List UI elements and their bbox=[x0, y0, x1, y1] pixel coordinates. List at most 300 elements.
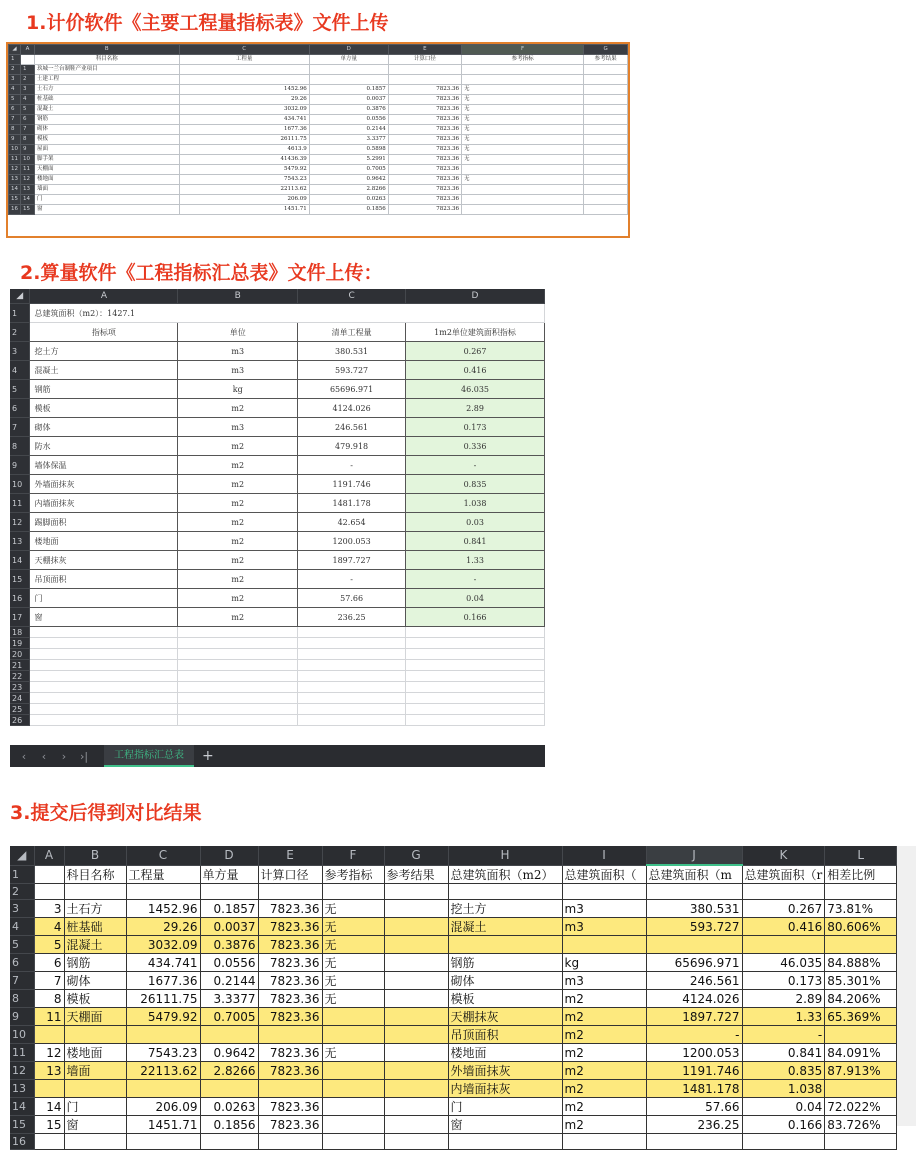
item-cell[interactable]: 混凝土 bbox=[30, 361, 178, 380]
empty-cell[interactable] bbox=[406, 715, 545, 726]
column-header-j[interactable]: J bbox=[646, 846, 742, 865]
cell-a[interactable]: 9 bbox=[21, 145, 35, 155]
header-cell[interactable]: 总建筑面积（r bbox=[742, 865, 825, 884]
item-cell[interactable]: 挖土方 bbox=[30, 342, 178, 361]
row-number[interactable]: 12 bbox=[10, 513, 30, 532]
index-cell[interactable]: 0.267 bbox=[406, 342, 545, 361]
cell-b[interactable]: 砌体 bbox=[34, 125, 179, 135]
cell-g[interactable] bbox=[384, 884, 448, 900]
cell-b[interactable]: 楼地面 bbox=[34, 175, 179, 185]
cell-f[interactable]: 无 bbox=[322, 954, 384, 972]
cell-e[interactable]: 7823.36 bbox=[258, 936, 322, 954]
cell-e[interactable]: 7823.36 bbox=[388, 95, 461, 105]
cell-g[interactable] bbox=[384, 936, 448, 954]
cell-h[interactable]: 模板 bbox=[448, 990, 562, 1008]
cell-e[interactable] bbox=[258, 1134, 322, 1150]
empty-cell[interactable] bbox=[178, 682, 298, 693]
header-cell[interactable]: 参考结果 bbox=[384, 865, 448, 884]
row-number[interactable]: 11 bbox=[9, 155, 21, 165]
item-cell[interactable]: 外墙面抹灰 bbox=[30, 475, 178, 494]
cell-c[interactable]: 1677.36 bbox=[126, 972, 200, 990]
item-cell[interactable]: 墙体保温 bbox=[30, 456, 178, 475]
cell-c[interactable]: 22113.62 bbox=[179, 185, 309, 195]
cell-e[interactable]: 7823.36 bbox=[388, 195, 461, 205]
cell-h[interactable] bbox=[448, 1134, 562, 1150]
cell-d[interactable]: 0.3876 bbox=[200, 936, 258, 954]
cell-d[interactable]: 0.1857 bbox=[200, 900, 258, 918]
cell-a[interactable]: 8 bbox=[34, 990, 64, 1008]
cell-c[interactable]: 26111.75 bbox=[126, 990, 200, 1008]
cell-j[interactable]: 1191.746 bbox=[646, 1062, 742, 1080]
cell-g[interactable] bbox=[584, 185, 628, 195]
cell-g[interactable] bbox=[384, 972, 448, 990]
select-all-corner[interactable]: ◢ bbox=[10, 289, 30, 304]
row-number[interactable]: 14 bbox=[10, 551, 30, 570]
unit-cell[interactable]: m2 bbox=[178, 475, 298, 494]
column-header-e[interactable]: E bbox=[388, 45, 461, 55]
cell-e[interactable]: 7823.36 bbox=[388, 185, 461, 195]
cell-e[interactable]: 7823.36 bbox=[258, 900, 322, 918]
cell-h[interactable] bbox=[448, 936, 562, 954]
cell-l[interactable]: 72.022% bbox=[825, 1098, 897, 1116]
row-number[interactable]: 9 bbox=[10, 1008, 34, 1026]
cell-d[interactable] bbox=[309, 75, 388, 85]
column-header-g[interactable]: G bbox=[584, 45, 628, 55]
empty-cell[interactable] bbox=[298, 627, 406, 638]
prev-sheet-icon[interactable]: ‹ bbox=[41, 749, 47, 763]
cell-f[interactable] bbox=[322, 1008, 384, 1026]
index-cell[interactable]: 0.166 bbox=[406, 608, 545, 627]
cell-d[interactable]: 0.0556 bbox=[309, 115, 388, 125]
column-header-g[interactable]: G bbox=[384, 846, 448, 865]
header-cell[interactable]: 工程量 bbox=[126, 865, 200, 884]
cell-d[interactable]: 0.0263 bbox=[309, 195, 388, 205]
column-header-a[interactable]: A bbox=[34, 846, 64, 865]
cell-j[interactable]: 1897.727 bbox=[646, 1008, 742, 1026]
cell-b[interactable]: 门 bbox=[34, 195, 179, 205]
empty-cell[interactable] bbox=[178, 715, 298, 726]
cell-e[interactable] bbox=[388, 75, 461, 85]
cell-g[interactable] bbox=[584, 205, 628, 215]
unit-cell[interactable]: m2 bbox=[178, 456, 298, 475]
empty-cell[interactable] bbox=[406, 627, 545, 638]
empty-cell[interactable] bbox=[406, 671, 545, 682]
cell-k[interactable]: 1.038 bbox=[742, 1080, 825, 1098]
row-number[interactable]: 10 bbox=[10, 1026, 34, 1044]
row-number[interactable]: 11 bbox=[10, 1044, 34, 1062]
cell-g[interactable] bbox=[584, 135, 628, 145]
index-cell[interactable]: 0.04 bbox=[406, 589, 545, 608]
cell-j[interactable]: 593.727 bbox=[646, 918, 742, 936]
cell-h[interactable]: 挖土方 bbox=[448, 900, 562, 918]
cell-i[interactable]: kg bbox=[562, 954, 646, 972]
cell-f[interactable] bbox=[322, 1080, 384, 1098]
column-header-k[interactable]: K bbox=[742, 846, 825, 865]
cell-b[interactable]: 玖城一兰台制鞋产业项目 bbox=[34, 65, 179, 75]
cell-c[interactable]: 1452.96 bbox=[126, 900, 200, 918]
column-header-c[interactable]: C bbox=[298, 289, 406, 304]
cell-b[interactable]: 桩基础 bbox=[34, 95, 179, 105]
header-cell[interactable]: 总建筑面积（m2） bbox=[448, 865, 562, 884]
unit-cell[interactable]: kg bbox=[178, 380, 298, 399]
row-number[interactable]: 12 bbox=[10, 1062, 34, 1080]
cell-b[interactable]: 科目名称 bbox=[34, 55, 179, 65]
item-cell[interactable]: 楼地面 bbox=[30, 532, 178, 551]
cell-e[interactable] bbox=[258, 1080, 322, 1098]
cell-j[interactable] bbox=[646, 936, 742, 954]
comparison-result-sheet[interactable] bbox=[10, 846, 916, 1148]
item-cell[interactable]: 砌体 bbox=[30, 418, 178, 437]
cell-f[interactable] bbox=[322, 1062, 384, 1080]
cell-g[interactable] bbox=[584, 65, 628, 75]
cell-c[interactable]: 1677.36 bbox=[179, 125, 309, 135]
cell-e[interactable]: 7823.36 bbox=[258, 918, 322, 936]
cell-l[interactable] bbox=[825, 1080, 897, 1098]
unit-cell[interactable]: m2 bbox=[178, 551, 298, 570]
cell-b[interactable]: 混凝土 bbox=[34, 105, 179, 115]
cell-j[interactable]: 4124.026 bbox=[646, 990, 742, 1008]
column-header-i[interactable]: I bbox=[562, 846, 646, 865]
first-sheet-icon[interactable]: ‹ bbox=[21, 749, 27, 763]
empty-cell[interactable] bbox=[178, 671, 298, 682]
empty-cell[interactable] bbox=[178, 693, 298, 704]
index-cell[interactable]: 0.336 bbox=[406, 437, 545, 456]
cell-f[interactable]: 无 bbox=[461, 155, 583, 165]
header-cell[interactable]: 科目名称 bbox=[64, 865, 126, 884]
cell-e[interactable]: 7823.36 bbox=[388, 165, 461, 175]
cell-j[interactable] bbox=[646, 884, 742, 900]
cell-a[interactable]: 7 bbox=[21, 125, 35, 135]
row-number[interactable]: 13 bbox=[9, 175, 21, 185]
cell-l[interactable] bbox=[825, 1134, 897, 1150]
cell-l[interactable] bbox=[825, 936, 897, 954]
cell-g[interactable] bbox=[384, 1116, 448, 1134]
cell-h[interactable]: 天棚抹灰 bbox=[448, 1008, 562, 1026]
cell-j[interactable]: 236.25 bbox=[646, 1116, 742, 1134]
cell-a[interactable] bbox=[34, 1134, 64, 1150]
cell-i[interactable] bbox=[562, 936, 646, 954]
cell-e[interactable]: 7823.36 bbox=[258, 1008, 322, 1026]
cell-d[interactable]: 单方量 bbox=[309, 55, 388, 65]
cell-d[interactable]: 3.3377 bbox=[309, 135, 388, 145]
cell-a[interactable] bbox=[34, 1080, 64, 1098]
cell-b[interactable]: 墙面 bbox=[34, 185, 179, 195]
empty-cell[interactable] bbox=[406, 693, 545, 704]
row-number[interactable]: 21 bbox=[10, 660, 30, 671]
empty-cell[interactable] bbox=[30, 627, 178, 638]
cell-c[interactable] bbox=[126, 1134, 200, 1150]
index-cell[interactable]: 1.33 bbox=[406, 551, 545, 570]
cell-b[interactable]: 砌体 bbox=[64, 972, 126, 990]
unit-cell[interactable]: m3 bbox=[178, 361, 298, 380]
cell-j[interactable]: 380.531 bbox=[646, 900, 742, 918]
cell-g[interactable] bbox=[384, 954, 448, 972]
cell-b[interactable]: 窗 bbox=[34, 205, 179, 215]
cell-c[interactable]: 26111.75 bbox=[179, 135, 309, 145]
cell-j[interactable]: - bbox=[646, 1026, 742, 1044]
cell-k[interactable]: 0.04 bbox=[742, 1098, 825, 1116]
cell-h[interactable]: 楼地面 bbox=[448, 1044, 562, 1062]
cell-e[interactable] bbox=[258, 884, 322, 900]
row-number[interactable]: 2 bbox=[10, 884, 34, 900]
cell-a[interactable]: 14 bbox=[21, 195, 35, 205]
cell-g[interactable] bbox=[384, 990, 448, 1008]
row-number[interactable]: 15 bbox=[10, 1116, 34, 1134]
cell-d[interactable]: 3.3377 bbox=[200, 990, 258, 1008]
cell-g[interactable] bbox=[584, 145, 628, 155]
item-cell[interactable]: 吊顶面积 bbox=[30, 570, 178, 589]
cell-a[interactable]: 12 bbox=[34, 1044, 64, 1062]
cell-d[interactable]: 0.7005 bbox=[200, 1008, 258, 1026]
unit-cell[interactable]: m3 bbox=[178, 418, 298, 437]
quantity-cell[interactable]: 1481.178 bbox=[298, 494, 406, 513]
cell-i[interactable] bbox=[562, 1134, 646, 1150]
empty-cell[interactable] bbox=[30, 660, 178, 671]
row-number[interactable]: 13 bbox=[10, 532, 30, 551]
cell-c[interactable]: 41436.39 bbox=[179, 155, 309, 165]
unit-cell[interactable]: m2 bbox=[178, 437, 298, 456]
cell-l[interactable]: 73.81% bbox=[825, 900, 897, 918]
cell-a[interactable] bbox=[34, 1026, 64, 1044]
index-cell[interactable]: 0.835 bbox=[406, 475, 545, 494]
cell-i[interactable]: m2 bbox=[562, 1080, 646, 1098]
unit-cell[interactable]: m3 bbox=[178, 342, 298, 361]
index-cell[interactable]: - bbox=[406, 456, 545, 475]
cell-c[interactable]: 工程量 bbox=[179, 55, 309, 65]
cell-f[interactable]: 无 bbox=[461, 145, 583, 155]
column-header-a[interactable]: A bbox=[30, 289, 178, 304]
cell-h[interactable]: 外墙面抹灰 bbox=[448, 1062, 562, 1080]
cell-f[interactable]: 无 bbox=[322, 1044, 384, 1062]
cell-k[interactable]: 0.841 bbox=[742, 1044, 825, 1062]
cell-b[interactable]: 天棚面 bbox=[34, 165, 179, 175]
cell-g[interactable] bbox=[384, 1026, 448, 1044]
item-cell[interactable]: 防水 bbox=[30, 437, 178, 456]
cell-d[interactable]: 2.8266 bbox=[200, 1062, 258, 1080]
item-cell[interactable]: 窗 bbox=[30, 608, 178, 627]
quantity-cell[interactable]: 42.654 bbox=[298, 513, 406, 532]
column-header-h[interactable]: H bbox=[448, 846, 562, 865]
cell-b[interactable]: 钢筋 bbox=[34, 115, 179, 125]
cell-b[interactable]: 天棚面 bbox=[64, 1008, 126, 1026]
quantity-cell[interactable]: 593.727 bbox=[298, 361, 406, 380]
cell-g[interactable] bbox=[584, 175, 628, 185]
empty-cell[interactable] bbox=[178, 627, 298, 638]
row-number[interactable]: 1 bbox=[10, 304, 30, 323]
row-number[interactable]: 14 bbox=[10, 1098, 34, 1116]
cell-a[interactable]: 6 bbox=[34, 954, 64, 972]
cell-d[interactable]: 0.3876 bbox=[309, 105, 388, 115]
cell-d[interactable]: 0.0556 bbox=[200, 954, 258, 972]
item-cell[interactable]: 踢脚面积 bbox=[30, 513, 178, 532]
cell-c[interactable]: 3032.09 bbox=[179, 105, 309, 115]
cell-f[interactable]: 无 bbox=[322, 900, 384, 918]
row-number[interactable]: 6 bbox=[10, 954, 34, 972]
cell-l[interactable]: 84.206% bbox=[825, 990, 897, 1008]
cell-l[interactable]: 87.913% bbox=[825, 1062, 897, 1080]
cell-c[interactable]: 3032.09 bbox=[126, 936, 200, 954]
cell-a[interactable]: 2 bbox=[21, 75, 35, 85]
item-cell[interactable]: 门 bbox=[30, 589, 178, 608]
select-all-corner[interactable]: ◢ bbox=[9, 45, 21, 55]
cell-e[interactable] bbox=[388, 65, 461, 75]
select-all-corner[interactable]: ◢ bbox=[10, 846, 34, 865]
total-area-cell[interactable]: 总建筑面积（m2）：1427.1 bbox=[30, 304, 545, 323]
item-cell[interactable]: 内墙面抹灰 bbox=[30, 494, 178, 513]
cell-k[interactable]: 0.835 bbox=[742, 1062, 825, 1080]
empty-cell[interactable] bbox=[406, 704, 545, 715]
cell-j[interactable]: 246.561 bbox=[646, 972, 742, 990]
cell-k[interactable]: 0.267 bbox=[742, 900, 825, 918]
empty-cell[interactable] bbox=[298, 693, 406, 704]
row-number[interactable]: 26 bbox=[10, 715, 30, 726]
cell-d[interactable]: 2.8266 bbox=[309, 185, 388, 195]
cell-g[interactable] bbox=[584, 155, 628, 165]
cell-f[interactable]: 无 bbox=[322, 972, 384, 990]
row-number[interactable]: 19 bbox=[10, 638, 30, 649]
column-header-e[interactable]: E bbox=[258, 846, 322, 865]
row-number[interactable]: 1 bbox=[10, 865, 34, 884]
cell-d[interactable] bbox=[309, 65, 388, 75]
row-number[interactable]: 10 bbox=[10, 475, 30, 494]
cell-k[interactable]: 0.416 bbox=[742, 918, 825, 936]
empty-cell[interactable] bbox=[406, 682, 545, 693]
cell-c[interactable] bbox=[126, 1026, 200, 1044]
quantity-software-sheet[interactable] bbox=[10, 289, 545, 767]
header-cell[interactable]: 指标项 bbox=[30, 323, 178, 342]
cell-h[interactable]: 门 bbox=[448, 1098, 562, 1116]
cell-i[interactable]: m2 bbox=[562, 1026, 646, 1044]
cell-c[interactable] bbox=[179, 75, 309, 85]
cell-d[interactable]: 0.5898 bbox=[309, 145, 388, 155]
column-header-b[interactable]: B bbox=[178, 289, 298, 304]
empty-cell[interactable] bbox=[298, 715, 406, 726]
row-number[interactable]: 3 bbox=[9, 75, 21, 85]
cell-l[interactable]: 80.606% bbox=[825, 918, 897, 936]
cell-g[interactable] bbox=[384, 1080, 448, 1098]
cell-a[interactable]: 13 bbox=[34, 1062, 64, 1080]
cell-l[interactable]: 84.888% bbox=[825, 954, 897, 972]
cell-a[interactable]: 1 bbox=[21, 65, 35, 75]
empty-cell[interactable] bbox=[30, 682, 178, 693]
cell-g[interactable]: 参考结果 bbox=[584, 55, 628, 65]
cell-j[interactable]: 1200.053 bbox=[646, 1044, 742, 1062]
cell-c[interactable] bbox=[126, 884, 200, 900]
pricing-software-sheet[interactable] bbox=[6, 42, 630, 238]
cell-f[interactable]: 无 bbox=[322, 918, 384, 936]
cell-e[interactable]: 7823.36 bbox=[388, 175, 461, 185]
row-number[interactable]: 4 bbox=[10, 361, 30, 380]
index-cell[interactable]: 2.89 bbox=[406, 399, 545, 418]
cell-a[interactable]: 8 bbox=[21, 135, 35, 145]
row-number[interactable]: 3 bbox=[10, 900, 34, 918]
cell-c[interactable]: 206.09 bbox=[179, 195, 309, 205]
row-number[interactable]: 2 bbox=[9, 65, 21, 75]
row-number[interactable]: 25 bbox=[10, 704, 30, 715]
unit-cell[interactable]: m2 bbox=[178, 399, 298, 418]
column-header-d[interactable]: D bbox=[406, 289, 545, 304]
next-sheet-icon[interactable]: › bbox=[61, 749, 67, 763]
cell-f[interactable] bbox=[461, 75, 583, 85]
index-cell[interactable]: 0.416 bbox=[406, 361, 545, 380]
header-cell[interactable]: 计算口径 bbox=[258, 865, 322, 884]
header-cell[interactable]: 相差比例 bbox=[825, 865, 897, 884]
empty-cell[interactable] bbox=[30, 715, 178, 726]
cell-f[interactable] bbox=[322, 884, 384, 900]
cell-g[interactable] bbox=[584, 105, 628, 115]
cell-f[interactable] bbox=[322, 1116, 384, 1134]
cell-a[interactable]: 11 bbox=[34, 1008, 64, 1026]
cell-b[interactable] bbox=[64, 1134, 126, 1150]
cell-e[interactable]: 7823.36 bbox=[258, 972, 322, 990]
row-number[interactable]: 4 bbox=[10, 918, 34, 936]
cell-l[interactable]: 83.726% bbox=[825, 1116, 897, 1134]
cell-g[interactable] bbox=[584, 75, 628, 85]
cell-h[interactable]: 钢筋 bbox=[448, 954, 562, 972]
row-number[interactable]: 5 bbox=[9, 95, 21, 105]
cell-h[interactable]: 窗 bbox=[448, 1116, 562, 1134]
cell-f[interactable] bbox=[461, 205, 583, 215]
column-header-f[interactable]: F bbox=[461, 45, 583, 55]
index-cell[interactable]: - bbox=[406, 570, 545, 589]
row-number[interactable]: 15 bbox=[10, 570, 30, 589]
cell-b[interactable] bbox=[64, 1026, 126, 1044]
cell-g[interactable] bbox=[384, 1134, 448, 1150]
cell-a[interactable] bbox=[21, 55, 35, 65]
quantity-cell[interactable]: 57.66 bbox=[298, 589, 406, 608]
cell-b[interactable]: 脚手架 bbox=[34, 155, 179, 165]
quantity-cell[interactable]: 479.918 bbox=[298, 437, 406, 456]
quantity-cell[interactable]: 1200.053 bbox=[298, 532, 406, 551]
row-number[interactable]: 7 bbox=[10, 972, 34, 990]
cell-d[interactable]: 5.2991 bbox=[309, 155, 388, 165]
row-number[interactable]: 11 bbox=[10, 494, 30, 513]
column-header-b[interactable]: B bbox=[34, 45, 179, 55]
cell-d[interactable]: 0.1856 bbox=[309, 205, 388, 215]
cell-e[interactable]: 7823.36 bbox=[388, 135, 461, 145]
row-number[interactable]: 9 bbox=[10, 456, 30, 475]
cell-c[interactable]: 434.741 bbox=[126, 954, 200, 972]
cell-a[interactable]: 7 bbox=[34, 972, 64, 990]
cell-d[interactable]: 0.9642 bbox=[200, 1044, 258, 1062]
cell-b[interactable]: 钢筋 bbox=[64, 954, 126, 972]
header-cell[interactable]: 清单工程量 bbox=[298, 323, 406, 342]
cell-a[interactable]: 15 bbox=[34, 1116, 64, 1134]
cell-j[interactable]: 57.66 bbox=[646, 1098, 742, 1116]
empty-cell[interactable] bbox=[30, 704, 178, 715]
item-cell[interactable]: 模板 bbox=[30, 399, 178, 418]
cell-f[interactable] bbox=[461, 185, 583, 195]
cell-e[interactable]: 7823.36 bbox=[258, 990, 322, 1008]
cell-d[interactable]: 0.2144 bbox=[200, 972, 258, 990]
cell-l[interactable]: 84.091% bbox=[825, 1044, 897, 1062]
empty-cell[interactable] bbox=[298, 638, 406, 649]
index-cell[interactable]: 0.841 bbox=[406, 532, 545, 551]
cell-b[interactable]: 墙面 bbox=[64, 1062, 126, 1080]
cell-f[interactable]: 无 bbox=[461, 175, 583, 185]
cell-d[interactable]: 0.0263 bbox=[200, 1098, 258, 1116]
cell-k[interactable]: 0.166 bbox=[742, 1116, 825, 1134]
cell-a[interactable]: 5 bbox=[34, 936, 64, 954]
cell-g[interactable] bbox=[584, 165, 628, 175]
header-cell[interactable]: 单方量 bbox=[200, 865, 258, 884]
cell-b[interactable]: 土建工程 bbox=[34, 75, 179, 85]
row-number[interactable]: 9 bbox=[9, 135, 21, 145]
cell-d[interactable] bbox=[200, 1134, 258, 1150]
cell-f[interactable]: 无 bbox=[322, 936, 384, 954]
cell-b[interactable]: 土石方 bbox=[64, 900, 126, 918]
index-cell[interactable]: 1.038 bbox=[406, 494, 545, 513]
